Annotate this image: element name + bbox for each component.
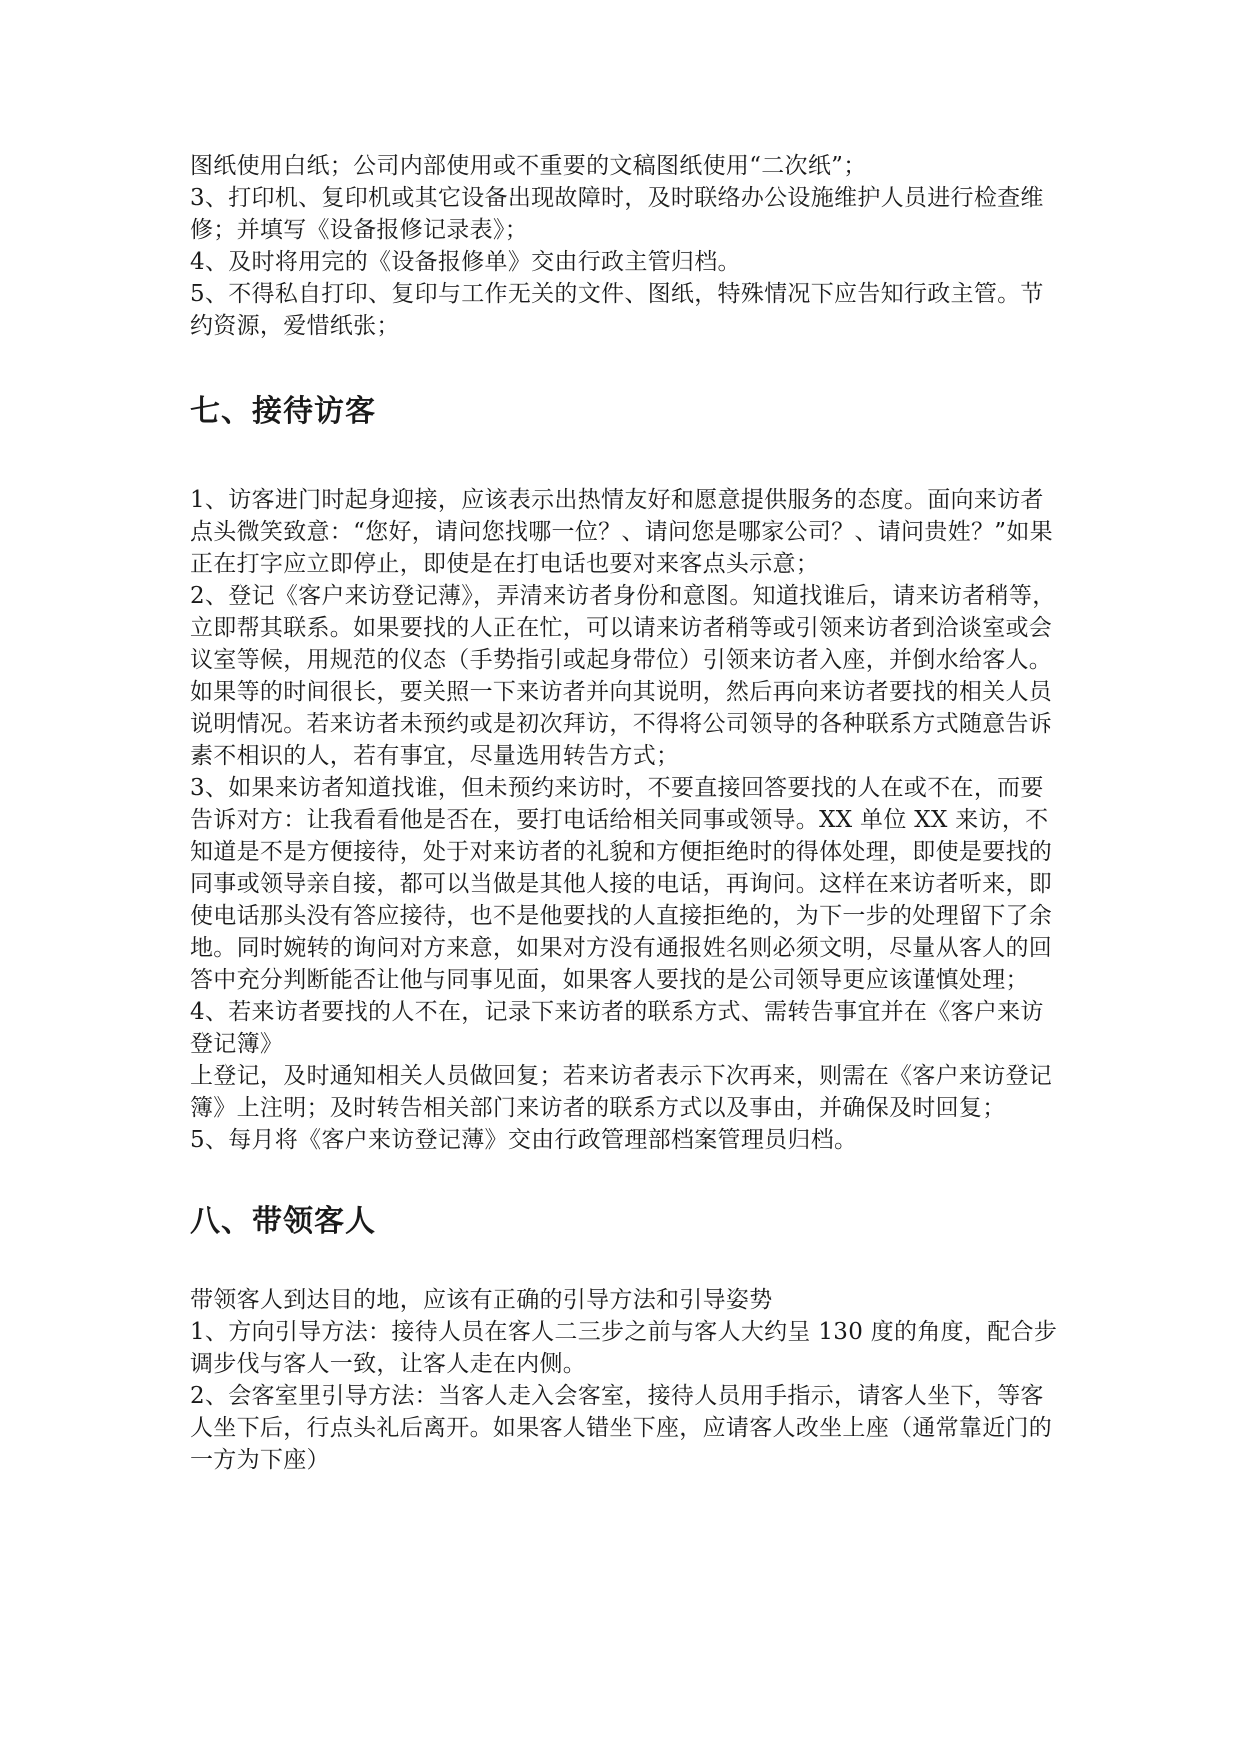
paragraph: 4、及时将用完的《设备报修单》交由行政主管归档。 xyxy=(190,249,741,275)
paragraph: 4、若来访者要找的人不在，记录下来访者的联系方式、需转告事宜并在《客户来访登记簿》 xyxy=(190,999,1044,1057)
top-block xyxy=(190,150,1060,342)
paragraph: 1、访客进门时起身迎接，应该表示出热情友好和愿意提供服务的态度。面向来访者点头微笑致意：“您好，请问您找哪一位？、请问您是哪家公司？、请问贵姓？”如果正在打字应立即停止，即使是在打电话也要对来客点头示意； xyxy=(190,487,1053,577)
paragraph: 1、方向引导方法：接待人员在客人二三步之前与客人大约呈 130 度的角度，配合步调步伐与客人一致，让客人走在内侧。 xyxy=(190,1319,1058,1377)
paragraph: 5、不得私自打印、复印与工作无关的文件、图纸，特殊情况下应告知行政主管。节约资源，爱惜纸张； xyxy=(190,281,1044,339)
paragraph: 2、会客室里引导方法：当客人走入会客室，接待人员用手指示，请客人坐下，等客人坐下后，行点头礼后离开。如果客人错坐下座，应请客人改坐上座（通常靠近门的一方为下座） xyxy=(190,1383,1053,1473)
paragraph: 图纸使用白纸；公司内部使用或不重要的文稿图纸使用“二次纸”； xyxy=(190,153,867,179)
section-8-title: 八、带领客人 xyxy=(190,1204,376,1239)
paragraph: 5、每月将《客户来访登记薄》交由行政管理部档案管理员归档。 xyxy=(190,1127,858,1153)
section-8-body xyxy=(190,1284,1060,1476)
paragraph: 3、打印机、复印机或其它设备出现故障时，及时联络办公设施维护人员进行检查维修；并填写《设备报修记录表》； xyxy=(190,185,1044,243)
section-7-title: 七、接待访客 xyxy=(190,394,376,429)
paragraph: 2、登记《客户来访登记薄》，弄清来访者身份和意图。知道找谁后，请来访者稍等，立即帮其联系。如果要找的人正在忙，可以请来访者稍等或引领来访者到洽谈室或会议室等候，用规范的仪态（手势指引或起身带位）引领来访者入座，并倒水给客人。如果等的时间很长，要关照一下来访者并向其说明，然后再向来访者要找的相关人员说明情况。若来访者未预约或是初次拜访，不得将公司领导的各种联系方式随意告诉素不相识的人，若有事宜，尽量选用转告方式； xyxy=(190,583,1056,769)
document-page xyxy=(190,150,1060,1476)
paragraph: 上登记，及时通知相关人员做回复；若来访者表示下次再来，则需在《客户来访登记簿》上注明；及时转告相关部门来访者的联系方式以及事由，并确保及时回复； xyxy=(190,1063,1053,1121)
paragraph: 带领客人到达目的地，应该有正确的引导方法和引导姿势 xyxy=(190,1287,773,1313)
paragraph: 3、如果来访者知道找谁，但未预约来访时，不要直接回答要找的人在或不在，而要告诉对方：让我看看他是否在，要打电话给相关同事或领导。XX 单位 XX 来访，不知道是不是方便接待，处于对来访者的礼貌和方便拒绝时的得体处理，即使是要找的同事或领导亲自接，都可以当做是其他人接的电话，再询问。这样在来访者听来，即使电话那头没有答应接待，也不是他要找的人直接拒绝的，为下一步的处理留下了余地。同时婉转的询问对方来意，如果对方没有通报姓名则必须文明，尽量从客人的回答中充分判断能否让他与同事见面，如果客人要找的是公司领导更应该谨慎处理； xyxy=(190,775,1053,993)
section-7-body xyxy=(190,484,1060,1156)
